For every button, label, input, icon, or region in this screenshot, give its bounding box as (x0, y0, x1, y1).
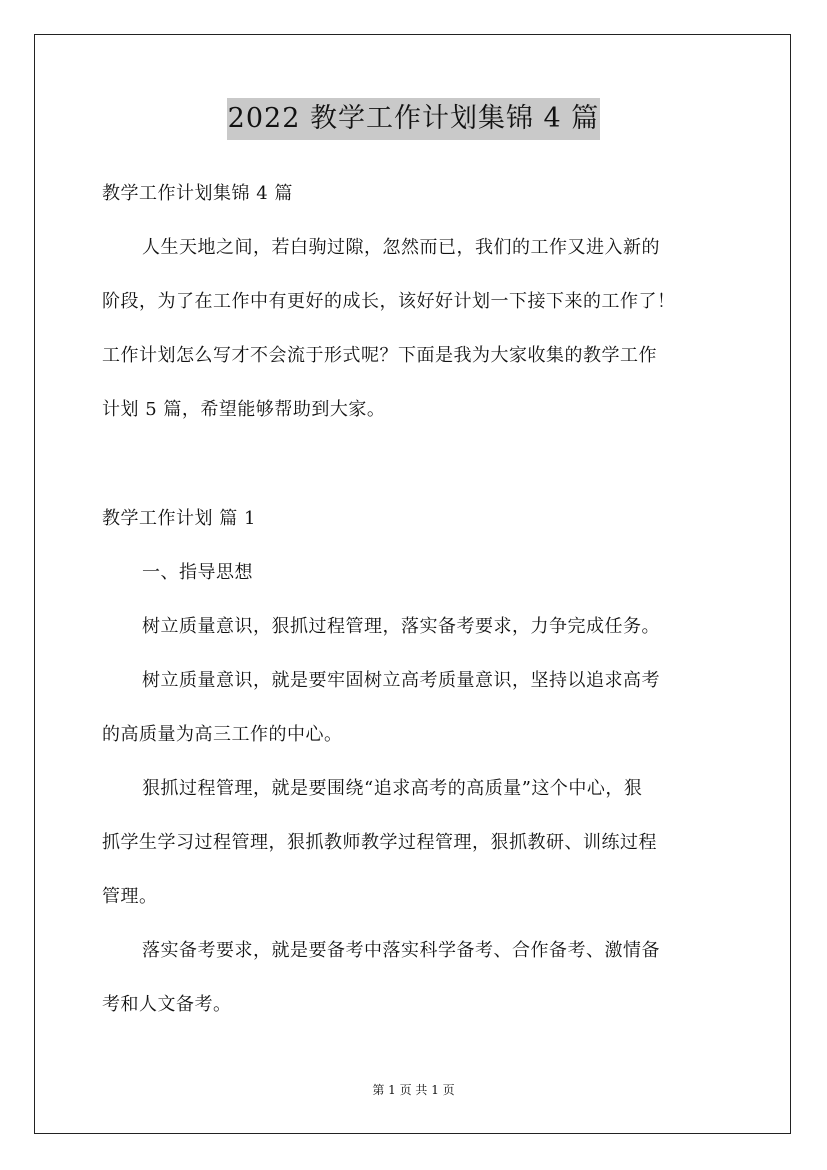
paragraph-line: 考和人文备考。 (102, 994, 232, 1015)
paragraph-line: 树立质量意识，狠抓过程管理，落实备考要求，力争完成任务。 (142, 616, 660, 637)
paragraph-line: 的高质量为高三工作的中心。 (102, 724, 343, 745)
section-heading: 教学工作计划 篇 1 (102, 508, 256, 529)
paragraph-line: 落实备考要求，就是要备考中落实科学备考、合作备考、激情备 (142, 940, 660, 961)
paragraph-line: 管理。 (102, 886, 158, 907)
document-title: 2022 教学工作计划集锦 4 篇 (227, 98, 601, 140)
intro-line: 计划 5 篇，希望能够帮助到大家。 (102, 399, 386, 420)
intro-line: 工作计划怎么写才不会流于形式呢？下面是我为大家收集的教学工作 (102, 345, 657, 366)
paragraph-line: 狠抓过程管理，就是要围绕“追求高考的高质量”这个中心，狠 (142, 778, 643, 799)
intro-line: 阶段，为了在工作中有更好的成长，该好好计划一下接下来的工作了！ (102, 291, 676, 312)
title-container (0, 98, 827, 140)
page-number: 第 1 页 共 1 页 (372, 1083, 455, 1097)
intro-line: 人生天地之间，若白驹过隙，忽然而已，我们的工作又进入新的 (142, 237, 660, 258)
paragraph-line: 树立质量意识，就是要牢固树立高考质量意识，坚持以追求高考 (142, 670, 660, 691)
paragraph-line: 抓学生学习过程管理，狠抓教师教学过程管理，狠抓教研、训练过程 (102, 832, 657, 853)
document-subtitle: 教学工作计划集锦 4 篇 (102, 183, 293, 204)
subsection-heading: 一、指导思想 (142, 562, 253, 583)
